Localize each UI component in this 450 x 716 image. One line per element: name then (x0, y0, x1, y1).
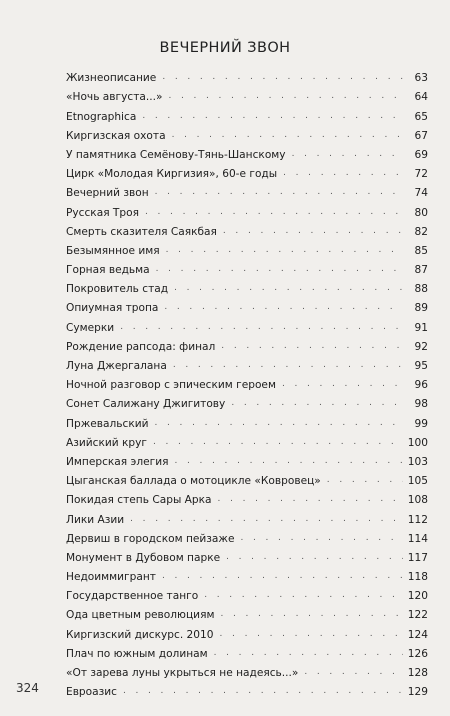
toc-dot-leader (218, 494, 403, 504)
toc-dot-leader (220, 609, 403, 619)
toc-entry-title: Безымянное имя (66, 244, 160, 257)
toc-entry-title: Сонет Салижану Джигитову (66, 398, 226, 411)
toc-entry-title: Ночной разговор с эпическим героем (66, 379, 276, 392)
toc-entry-title: Азийский круг (66, 436, 147, 449)
toc-entry (66, 507, 428, 526)
toc-entry-title: Плач по южным долинам (66, 647, 208, 660)
toc-entry (66, 277, 428, 296)
toc-entry-title: Имперская элегия (66, 455, 169, 468)
toc-entry (66, 258, 428, 277)
toc-entry-page: 65 (414, 110, 428, 123)
toc-entry-page: 103 (407, 455, 428, 468)
toc-entry-page: 85 (414, 244, 428, 257)
toc-dot-leader (204, 590, 403, 600)
toc-entry-title: Монумент в Дубовом парке (66, 551, 221, 564)
toc-dot-leader (231, 398, 403, 408)
toc-entry (66, 85, 428, 104)
toc-entry (66, 104, 428, 123)
toc-entry-title: Лики Азии (66, 513, 125, 526)
toc-entry-title: Цыганская баллада о мотоцикле «Ковровец» (66, 475, 321, 488)
toc-entry (66, 392, 428, 411)
toc-dot-leader (226, 552, 403, 562)
toc-entry-page: 99 (414, 417, 428, 430)
toc-entry-page: 82 (414, 225, 428, 238)
toc-entry-page: 120 (407, 590, 428, 603)
toc-entry-page: 80 (414, 206, 428, 219)
toc-entry-title: Ода цветным революциям (66, 609, 215, 622)
toc-entry-title: Киргизский дискурс. 2010 (66, 628, 214, 641)
toc-entry-page: 69 (414, 148, 428, 161)
toc-dot-leader (283, 168, 403, 178)
toc-entry-title: Горная ведьма (66, 264, 150, 277)
toc-entry (66, 661, 428, 680)
toc-entry (66, 411, 428, 430)
toc-entry-page: 112 (407, 513, 428, 526)
toc-entry-page: 87 (414, 264, 428, 277)
toc-dot-leader (173, 360, 403, 370)
toc-dot-leader (162, 72, 403, 82)
toc-entry (66, 450, 428, 469)
toc-entry-page: 92 (414, 340, 428, 353)
toc-entry-title: Русская Троя (66, 206, 139, 219)
toc-entry-page: 100 (407, 436, 428, 449)
page-number: 324 (16, 681, 39, 695)
toc-dot-leader (292, 149, 403, 159)
toc-entry (66, 296, 428, 315)
toc-dot-leader (221, 341, 403, 351)
toc-entry-page: 95 (414, 360, 428, 372)
toc-entry-title: «Ночь августа...» (66, 91, 163, 104)
toc-entry-page: 74 (414, 187, 428, 200)
toc-entry-page: 63 (414, 72, 428, 85)
toc-entry-page: 124 (407, 628, 428, 641)
toc-entry (66, 66, 428, 85)
table-of-contents (66, 66, 428, 699)
toc-entry-page: 89 (414, 302, 428, 315)
toc-dot-leader (162, 571, 403, 581)
toc-entry (66, 220, 428, 239)
toc-entry-title: Киргизская охота (66, 129, 166, 142)
toc-entry (66, 124, 428, 143)
toc-entry-title: Сумерки (66, 321, 115, 334)
toc-entry-page: 117 (407, 551, 428, 564)
toc-entry-page: 67 (414, 129, 428, 142)
toc-dot-leader (223, 226, 403, 236)
toc-dot-leader (156, 264, 403, 274)
toc-entry-title: «От зарева луны укрыться не надеясь...» (66, 667, 299, 679)
toc-entry (66, 527, 428, 546)
toc-entry (66, 143, 428, 162)
toc-dot-leader (174, 283, 403, 293)
toc-entry (66, 488, 428, 507)
toc-dot-leader (166, 245, 403, 255)
toc-entry-title: Недоиммигрант (66, 571, 156, 584)
toc-dot-leader (327, 475, 403, 485)
toc-entry-title: Дервиш в городском пейзаже (66, 532, 235, 545)
toc-entry (66, 354, 428, 373)
toc-entry (66, 239, 428, 258)
toc-entry-page: 114 (407, 532, 428, 545)
toc-dot-leader (282, 379, 403, 389)
toc-entry-page: 72 (414, 168, 428, 181)
toc-entry (66, 373, 428, 392)
toc-entry-title: Смерть сказителя Саякбая (66, 225, 217, 238)
toc-entry-page: 129 (407, 686, 428, 699)
toc-entry-page: 64 (414, 91, 428, 104)
toc-dot-leader (240, 533, 403, 543)
toc-entry-page: 96 (414, 379, 428, 392)
toc-entry (66, 546, 428, 565)
toc-entry (66, 200, 428, 219)
toc-entry-title: Евроазис (66, 686, 117, 699)
toc-dot-leader (142, 111, 403, 121)
toc-entry-title: Государственное танго (66, 590, 199, 603)
toc-entry-title: Жизнеописание (66, 72, 157, 85)
toc-entry (66, 584, 428, 603)
toc-dot-leader (172, 130, 403, 140)
toc-entry-title: Etnographica (66, 110, 137, 123)
toc-entry-title: Луна Джергалана (66, 360, 167, 372)
toc-entry-page: 128 (407, 667, 428, 679)
toc-entry-page: 108 (407, 494, 428, 507)
toc-entry (66, 181, 428, 200)
toc-entry-title: Покровитель стад (66, 283, 169, 296)
toc-dot-leader (155, 418, 404, 428)
toc-dot-leader (214, 648, 403, 658)
toc-dot-leader (155, 187, 403, 197)
toc-entry-page: 105 (407, 475, 428, 488)
toc-dot-leader (164, 302, 403, 312)
toc-dot-leader (168, 91, 403, 101)
toc-dot-leader (304, 667, 403, 677)
toc-entry-page: 126 (407, 647, 428, 660)
toc-dot-leader (123, 686, 403, 696)
toc-entry (66, 622, 428, 641)
toc-dot-leader (220, 629, 403, 639)
toc-entry-page: 98 (414, 398, 428, 411)
toc-entry-title: Пржевальский (66, 417, 149, 430)
toc-dot-leader (153, 437, 403, 447)
toc-entry-title: Рождение рапсода: финал (66, 340, 216, 353)
toc-entry-page: 122 (407, 609, 428, 622)
toc-entry-title: Цирк «Молодая Киргизия», 60-е годы (66, 168, 278, 181)
toc-entry (66, 162, 428, 181)
toc-entry (66, 565, 428, 584)
toc-entry (66, 315, 428, 334)
toc-entry (66, 335, 428, 354)
toc-entry-title: Покидая степь Сары Арка (66, 494, 212, 507)
toc-entry-title: Опиумная тропа (66, 302, 159, 315)
toc-entry-page: 91 (414, 321, 428, 334)
toc-entry (66, 469, 428, 488)
toc-entry (66, 680, 428, 699)
toc-dot-leader (130, 514, 403, 524)
toc-entry-title: У памятника Семёнову-Тянь-Шанскому (66, 148, 286, 161)
toc-entry-page: 88 (414, 283, 428, 296)
toc-dot-leader (174, 456, 403, 466)
toc-entry (66, 642, 428, 661)
toc-dot-leader (145, 207, 403, 217)
toc-entry-title: Вечерний звон (66, 187, 149, 200)
toc-entry (66, 431, 428, 450)
toc-dot-leader (120, 322, 403, 332)
toc-entry (66, 603, 428, 622)
toc-entry-page: 118 (407, 571, 428, 584)
section-title: ВЕЧЕРНИЙ ЗВОН (159, 40, 291, 56)
